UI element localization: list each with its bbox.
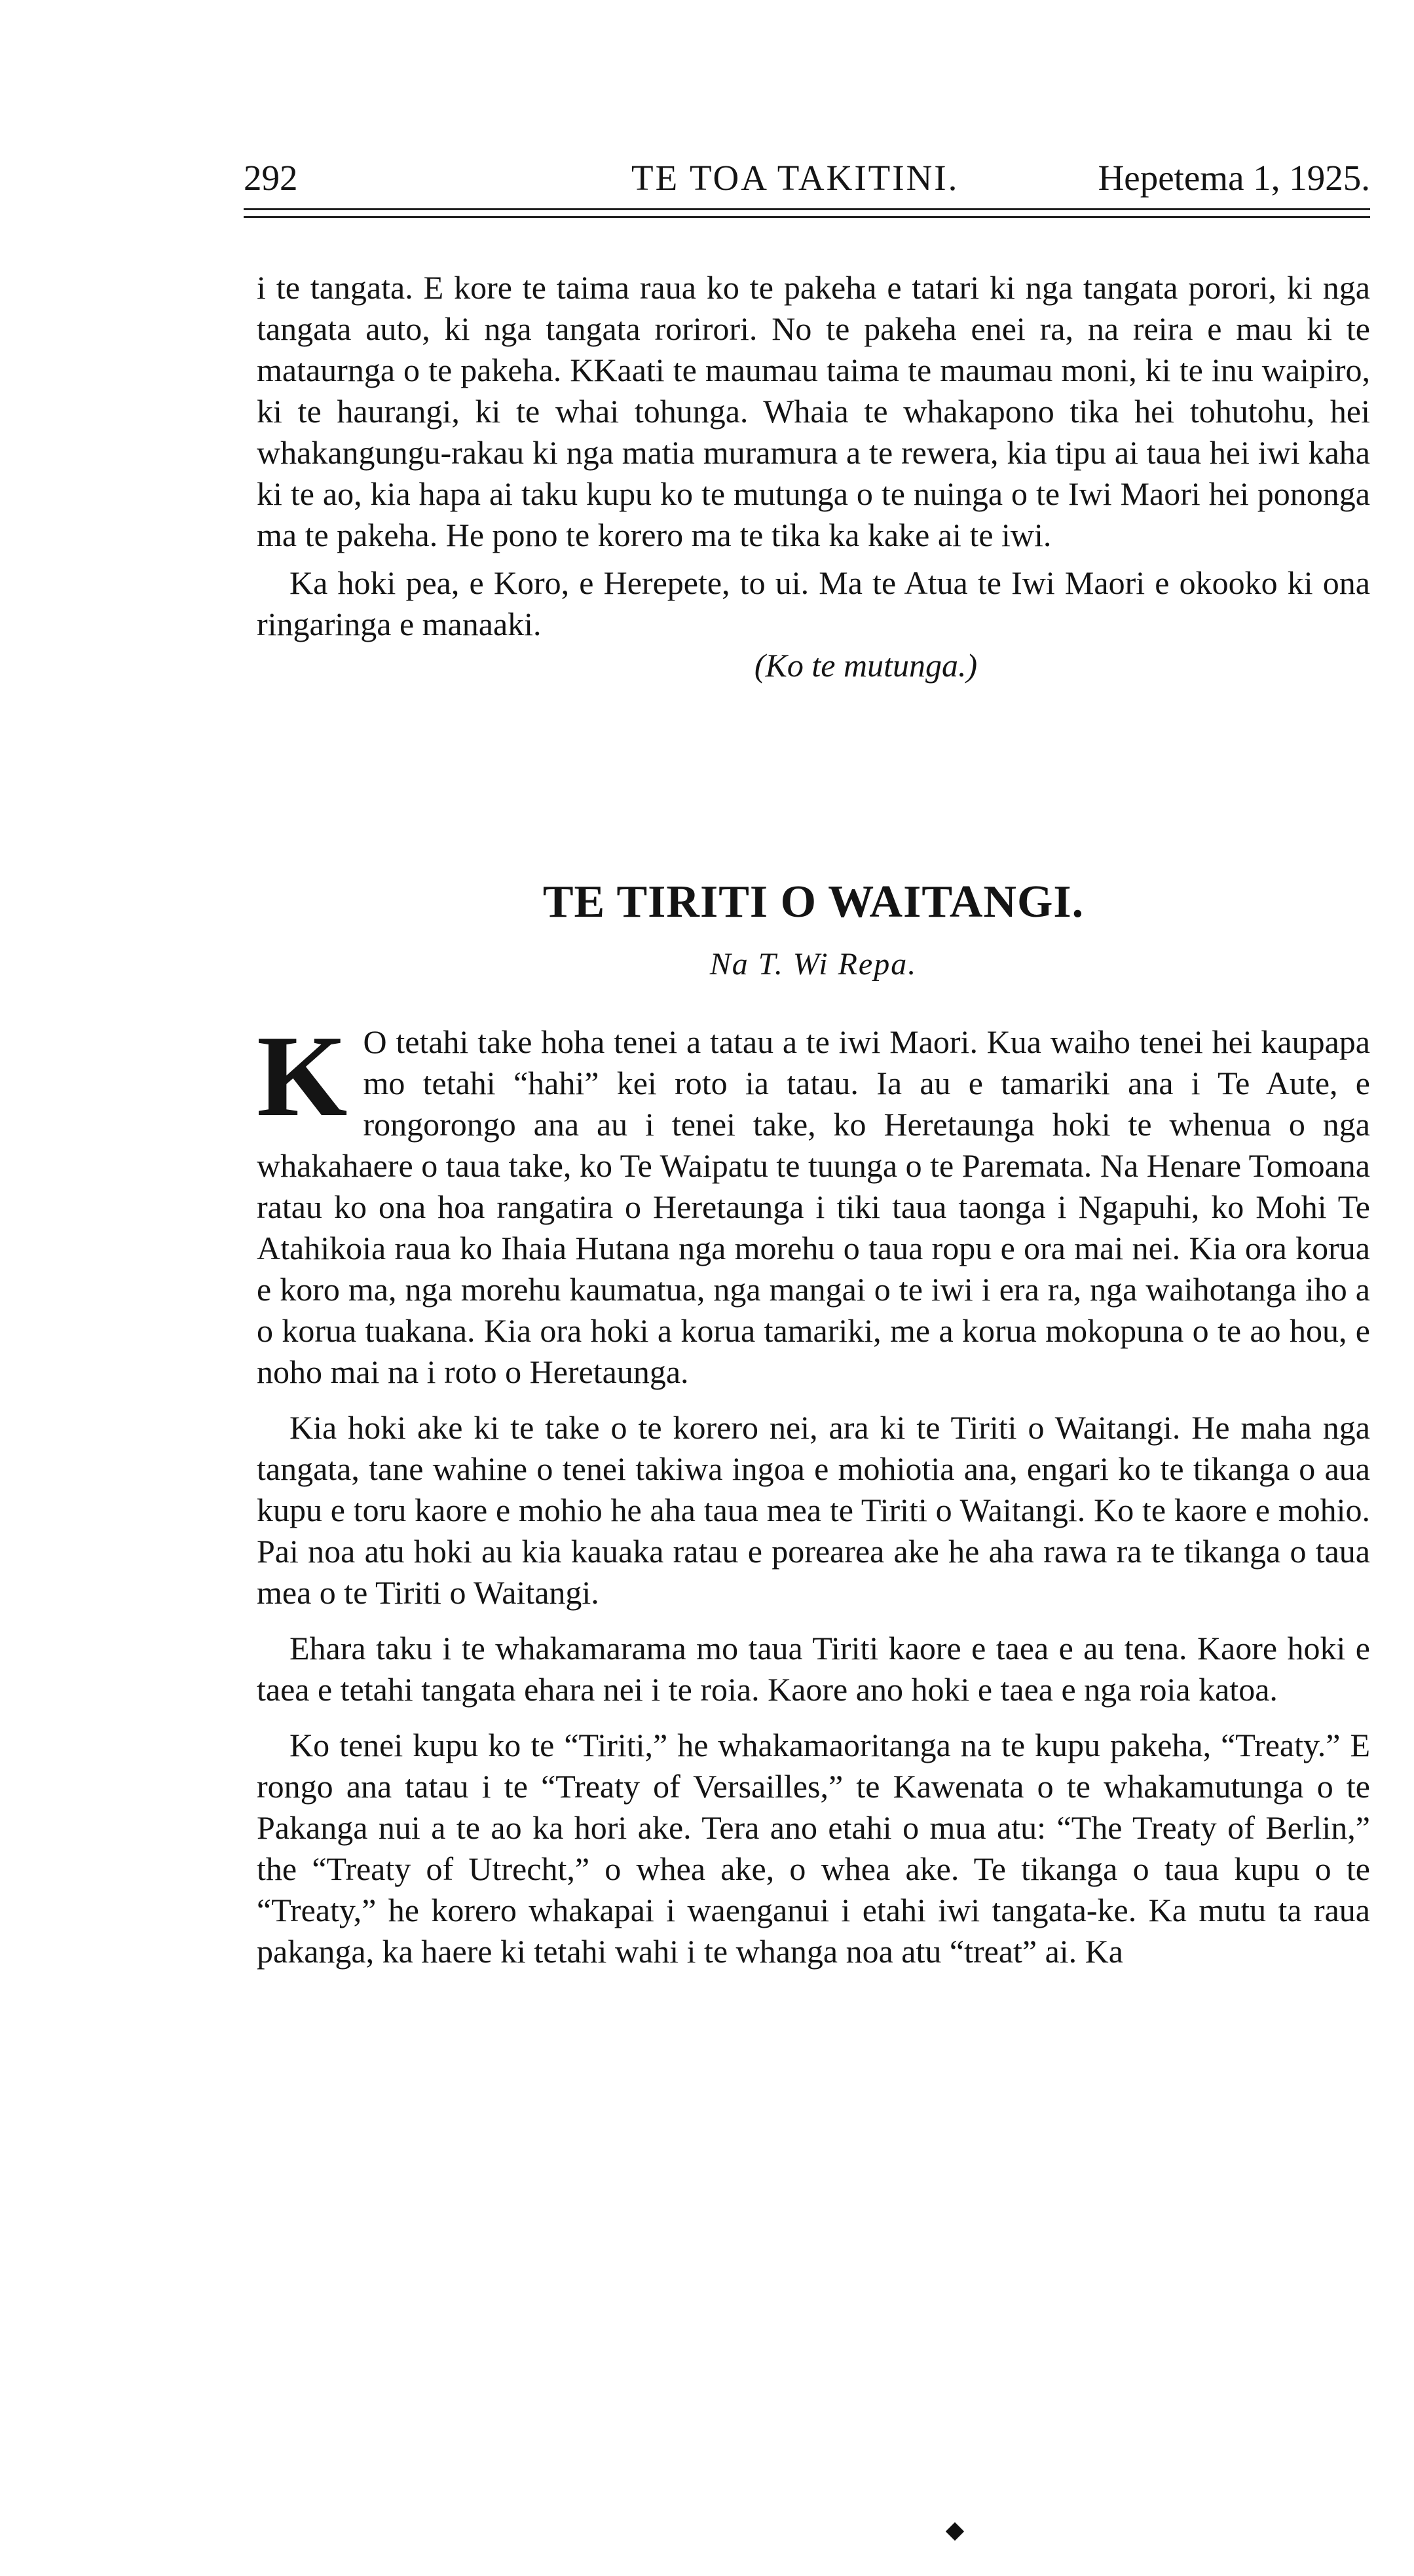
closing-note: (Ko te mutunga.): [754, 647, 978, 684]
article-title: TE TIRITI O WAITANGI.: [542, 877, 1085, 927]
article-paragraph: Ehara taku i te whakamarama mo taua Tiriti kaore e taea e au tena. Kaore hoki e taea e tetahi tangata ehara nei i te roia. Kaore ano hoki e taea e nga roia katoa.: [257, 1630, 1370, 1708]
previous-article-paragraph: i te tangata. E kore te taima raua ko te pakeha e tatari ki nga tangata porori, ki nga tangata auto, ki nga tangata rorirori. No te pakeha enei ra, na reira e mau ki te mataurnga o te pakeha. KKaati te maumau taima te maumau moni, ki te inu waipiro, ki te haurangi, ki te whai tohunga. Whaia te whakapono tika hei tohutohu, hei whakangungu-rakau ki nga matia muramura a te rewera, kia tipu ai taua hei iwi kaha ki te ao, kia hapa ai taku kupu ko te mutunga o te nuinga o te Iwi Maori hei pononga ma te pakeha. He pono te korero ma te tika ka kake ai te iwi.: [257, 269, 1370, 553]
previous-article-continuation: [257, 267, 1370, 686]
page-number: 292: [244, 158, 298, 198]
header-rule-bottom: [244, 216, 1370, 218]
article-paragraph-text: O tetahi take hoha tenei a tatau a te iwi Maori. Kua waiho tenei hei kaupapa mo tetahi “hahi” kei roto ia tatau. Ia au e tamariki ana i Te Aute, e rongorongo ana au i tenei take, ko Heretaunga hoki te whenua o nga whakahaere o taua take, ko Te Waipatu te tuunga o te Paremata. Na Henare Tomoana ratau ko ona hoa rangatira o Heretaunga i tiki taua taonga i Ngapuhi, ko Mohi Te Atahikoia raua ko Ihaia Hutana nga morehu o taua ropu e ora mai nei. Kia ora korua e koro ma, nga morehu kaumatua, nga mangai o te iwi i era ra, nga waihotanga iho a o korua tuakana. Kia ora hoki a korua tamariki, me a korua mokopuna o te ao hou, e noho mai na i roto o Heretaunga.: [257, 1023, 1370, 1390]
article-paragraph: Ko tenei kupu ko te “Tiriti,” he whakamaoritanga na te kupu pakeha, “Treaty.” E rongo ana tatau i te “Treaty of Versailles,” te Kawenata o te whakamutunga o te Pakanga nui a te ao ka hori ake. Tera ano etahi o mua atu: “The Treaty of Berlin,” the “Treaty of Utrecht,” o whea ake, o whea ake. Te tikanga o taua kupu o te “Treaty,” he korero whakapai i waenganui i etahi iwi tangata-ke. Ka mutu ta raua pakanga, ka haere ki tetahi wahi i te whanga noa atu “treat” ai. Ka: [257, 1727, 1370, 1970]
drop-cap: K: [257, 1011, 348, 1141]
issue-date: Hepetema 1, 1925.: [1098, 158, 1370, 198]
article-paragraph: Kia hoki ake ki te take o te korero nei, ara ki te Tiriti o Waitangi. He maha nga tangata, tane wahine o tenei takiwa ingoa e mohiotia ana, engari ko te tikanga o aua kupu e toru kaore e mohio he aha taua mea te Tiriti o Waitangi. Ko te kaore e mohio. Pai noa atu hoki au kia kauaka ratau e porearea ake he aha rawa ra te tikanga o taua mea o te Tiriti o Waitangi.: [257, 1409, 1370, 1611]
publication-title: TE TOA TAKITINI.: [631, 158, 959, 198]
page-ornament-dot: [946, 2522, 964, 2541]
running-head: [244, 152, 1370, 204]
article-body: [257, 1011, 1370, 1972]
previous-article-paragraph: Ka hoki pea, e Koro, e Herepete, to ui. Ma te Atua te Iwi Maori e okooko ki ona ringaringa e manaaki.: [257, 564, 1370, 642]
article-paragraph: [257, 1011, 1370, 1393]
header-rule-top: [244, 208, 1370, 210]
article-byline: Na T. Wi Repa.: [709, 947, 918, 982]
